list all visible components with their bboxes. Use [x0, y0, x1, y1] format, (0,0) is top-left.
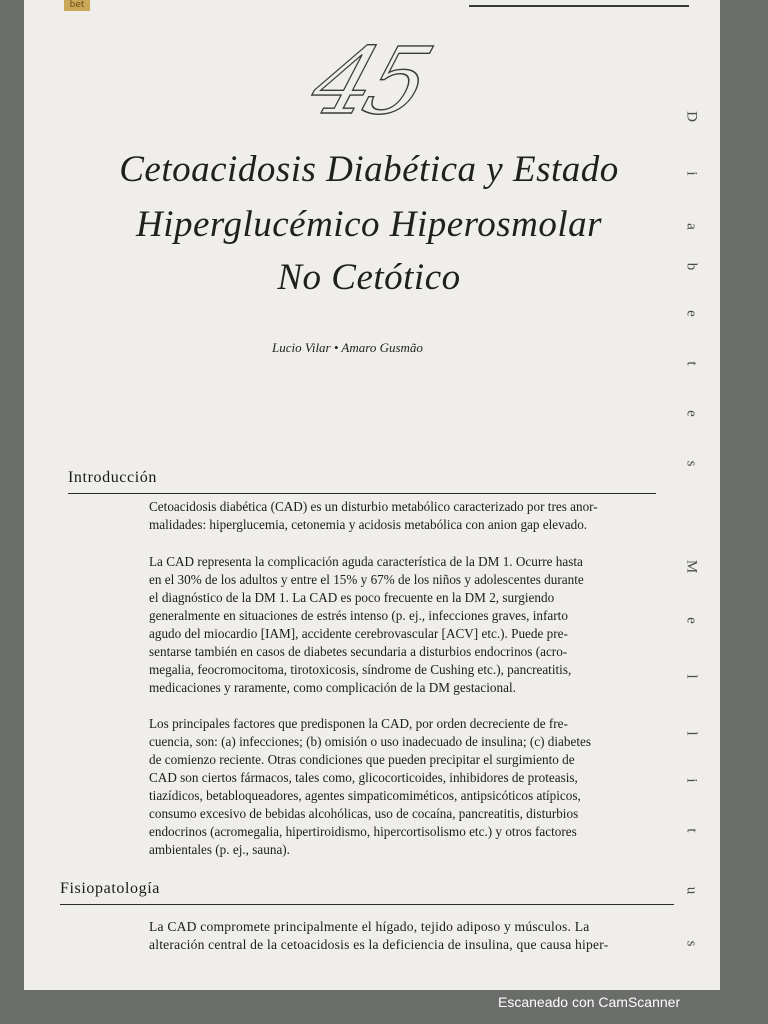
- intro-paragraph-1: [149, 498, 598, 534]
- margin-letter: i: [683, 778, 700, 783]
- section-rule: [68, 493, 656, 494]
- section-heading-fisiopatologia: Fisiopatología: [60, 880, 160, 897]
- margin-letter: a: [683, 223, 700, 230]
- scanner-watermark: Escaneado con CamScanner: [498, 994, 681, 1010]
- margin-letter: e: [683, 410, 700, 417]
- margin-letter: e: [683, 617, 700, 624]
- text-line: tiazídicos, betabloqueadores, agentes simpaticomiméticos, antipsicóticos atípicos,: [149, 788, 581, 803]
- text-line: ambientales (p. ej., sauna).: [149, 842, 290, 857]
- text-line: agudo del miocardio [IAM], accidente cerebrovascular [ACV] etc.). Puede pre-: [149, 626, 568, 641]
- text-line: megalia, feocromocitoma, tirotoxicosis, síndrome de Cushing etc.), pancreatitis,: [149, 662, 572, 677]
- text-line: endocrinos (acromegalia, hipertiroidismo, hipercortisolismo etc.) y otros factores: [149, 824, 577, 839]
- text-line: La CAD compromete principalmente el hígado, tejido adiposo y músculos. La: [149, 919, 590, 934]
- text-line: malidades: hiperglucemia, cetonemia y acidosis metabólica con anion gap elevado.: [149, 517, 588, 532]
- text-line: Los principales factores que predisponen la CAD, por orden decreciente de fre-: [149, 716, 568, 731]
- text-line: medicaciones y raramente, como complicación de la DM gestacional.: [149, 680, 516, 695]
- chapter-title-line-2: Hiperglucémico Hiperosmolar: [136, 204, 602, 245]
- margin-letter: l: [683, 731, 700, 736]
- text-line: alteración central de la cetoacidosis es la deficiencia de insulina, que causa hiper-: [149, 937, 609, 952]
- margin-letter: u: [683, 886, 700, 895]
- text-line: consumo excesivo de bebidas alcohólicas, uso de cocaína, pancreatitis, disturbios: [149, 806, 579, 821]
- chapter-title-line-3: No Cetótico: [277, 257, 461, 298]
- text-line: CAD son ciertos fármacos, tales como, glicocorticoides, inhibidores de proteasis,: [149, 770, 578, 785]
- text-line: sentarse también en casos de diabetes secundaria a disturbios endocrinos (acro-: [149, 644, 568, 659]
- text-line: generalmente en situaciones de estrés intenso (p. ej., infecciones graves, infarto: [149, 608, 568, 623]
- margin-letter: l: [683, 674, 700, 679]
- section-heading-introduccion: Introducción: [68, 469, 157, 486]
- margin-letter: b: [683, 262, 700, 271]
- text-line: Cetoacidosis diabética (CAD) es un disturbio metabólico caracterizado por tres anor-: [149, 499, 598, 514]
- margin-letter: M: [683, 559, 700, 574]
- running-margin-title: [676, 100, 706, 960]
- margin-letter: e: [683, 310, 700, 317]
- intro-paragraph-2: [149, 553, 584, 697]
- margin-letter: i: [683, 171, 700, 176]
- text-line: el diagnóstico de la DM 1. La CAD es poco frecuente en la DM 2, surgiendo: [149, 590, 555, 605]
- fisio-paragraph-1: [149, 918, 608, 954]
- margin-letter: t: [683, 361, 700, 366]
- top-rule: [469, 5, 689, 7]
- intro-paragraph-3: [149, 715, 591, 859]
- text-line: de comienzo reciente. Otras condiciones que pueden precipitar el surgimiento de: [149, 752, 575, 767]
- text-line: La CAD representa la complicación aguda característica de la DM 1. Ocurre hasta: [149, 554, 583, 569]
- chapter-number: 45: [299, 28, 439, 135]
- page-corner-scrap: bet: [64, 0, 90, 11]
- margin-letter: t: [683, 828, 700, 833]
- text-line: en el 30% de los adultos y entre el 15% y 67% de los niños y adolescentes durante: [149, 572, 584, 587]
- text-line: cuencia, son: (a) infecciones; (b) omisión o uso inadecuado de insulina; (c) diabetes: [149, 734, 592, 749]
- chapter-authors: Lucio Vilar • Amaro Gusmão: [272, 340, 423, 355]
- margin-letter: D: [683, 111, 700, 122]
- margin-letter: s: [683, 460, 700, 467]
- section-rule: [60, 904, 674, 905]
- margin-letter: s: [683, 940, 700, 947]
- book-page: [24, 0, 720, 990]
- chapter-title-line-1: Cetoacidosis Diabética y Estado: [119, 149, 619, 190]
